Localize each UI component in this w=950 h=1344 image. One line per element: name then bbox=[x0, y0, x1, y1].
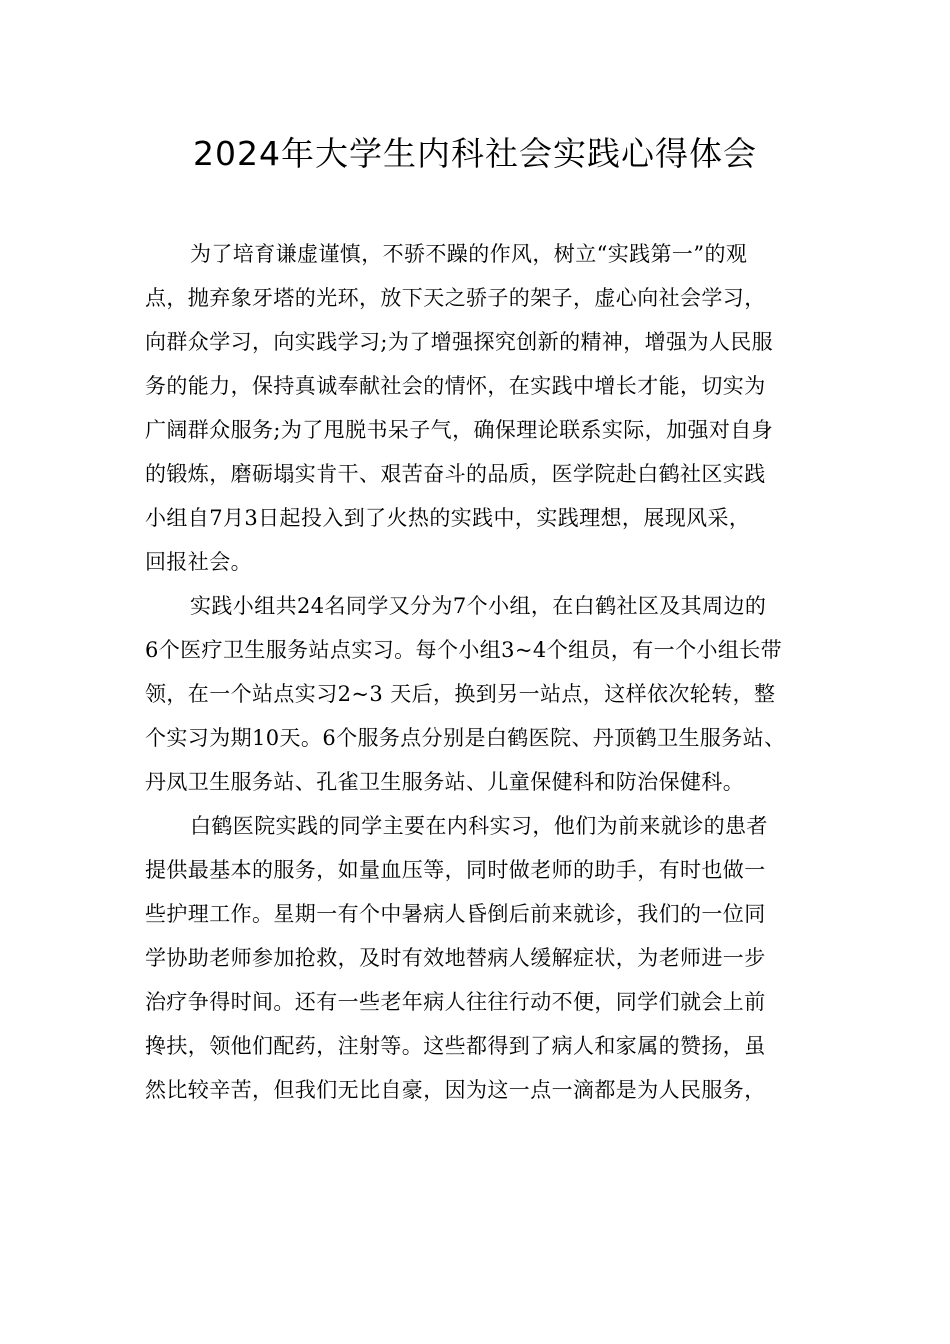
paragraph-1-line-5: 广阔群众服务;为了甩脱书呆子气，确保理论联系实际，加强对自身 bbox=[145, 418, 774, 442]
paragraph-3-line-3: 些护理工作。星期一有个中暑病人昏倒后前来就诊，我们的一位同 bbox=[145, 902, 766, 926]
paragraph-2-line-3: 领，在一个站点实习2~3 天后，换到另一站点，这样依次轮转，整 bbox=[145, 682, 776, 706]
paragraph-1-line-1: 为了培育谦虚谨慎，不骄不躁的作风，树立“实践第一”的观 bbox=[190, 242, 748, 266]
paragraph-1-line-7: 小组自7月3日起投入到了火热的实践中，实践理想，展现风采， bbox=[145, 506, 751, 530]
paragraph-3-line-7: 然比较辛苦，但我们无比自豪，因为这一点一滴都是为人民服务， bbox=[145, 1078, 766, 1102]
paragraph-3-line-5: 治疗争得时间。还有一些老年病人往往行动不便，同学们就会上前 bbox=[145, 990, 766, 1014]
paragraph-1-line-8: 回报社会。 bbox=[145, 550, 252, 574]
paragraph-3-line-1: 白鹤医院实践的同学主要在内科实习，他们为前来就诊的患者 bbox=[190, 814, 768, 838]
paragraph-2-line-2: 6个医疗卫生服务站点实习。每个小组3~4个组员，有一个小组长带 bbox=[145, 638, 783, 662]
paragraph-2-line-5: 丹凤卫生服务站、孔雀卫生服务站、儿童保健科和防治保健科。 bbox=[145, 770, 745, 794]
document-title: 2024年大学生内科社会实践心得体会 bbox=[193, 134, 757, 173]
paragraph-2-line-1: 实践小组共24名同学又分为7个小组，在白鹤社区及其周边的 bbox=[190, 594, 767, 618]
paragraph-2-line-4: 个实习为期10天。6个服务点分别是白鹤医院、丹顶鹤卫生服务站、 bbox=[145, 726, 786, 750]
paragraph-1-line-3: 向群众学习，向实践学习;为了增强探究创新的精神，增强为人民服 bbox=[145, 330, 774, 354]
paragraph-1-line-2: 点，抛弃象牙塔的光环，放下天之骄子的架子，虚心向社会学习， bbox=[145, 286, 766, 310]
paragraph-1-line-6: 的锻炼，磨砺塌实肯干、艰苦奋斗的品质，医学院赴白鹤社区实践 bbox=[145, 462, 766, 486]
paragraph-1-line-4: 务的能力，保持真诚奉献社会的情怀，在实践中增长才能，切实为 bbox=[145, 374, 766, 398]
paragraph-3-line-4: 学协助老师参加抢救，及时有效地替病人缓解症状，为老师进一步 bbox=[145, 946, 766, 970]
paragraph-3-line-2: 提供最基本的服务，如量血压等，同时做老师的助手，有时也做一 bbox=[145, 858, 766, 882]
document-body bbox=[145, 232, 835, 1112]
paragraph-3-line-6: 搀扶，领他们配药，注射等。这些都得到了病人和家属的赞扬，虽 bbox=[145, 1034, 766, 1058]
